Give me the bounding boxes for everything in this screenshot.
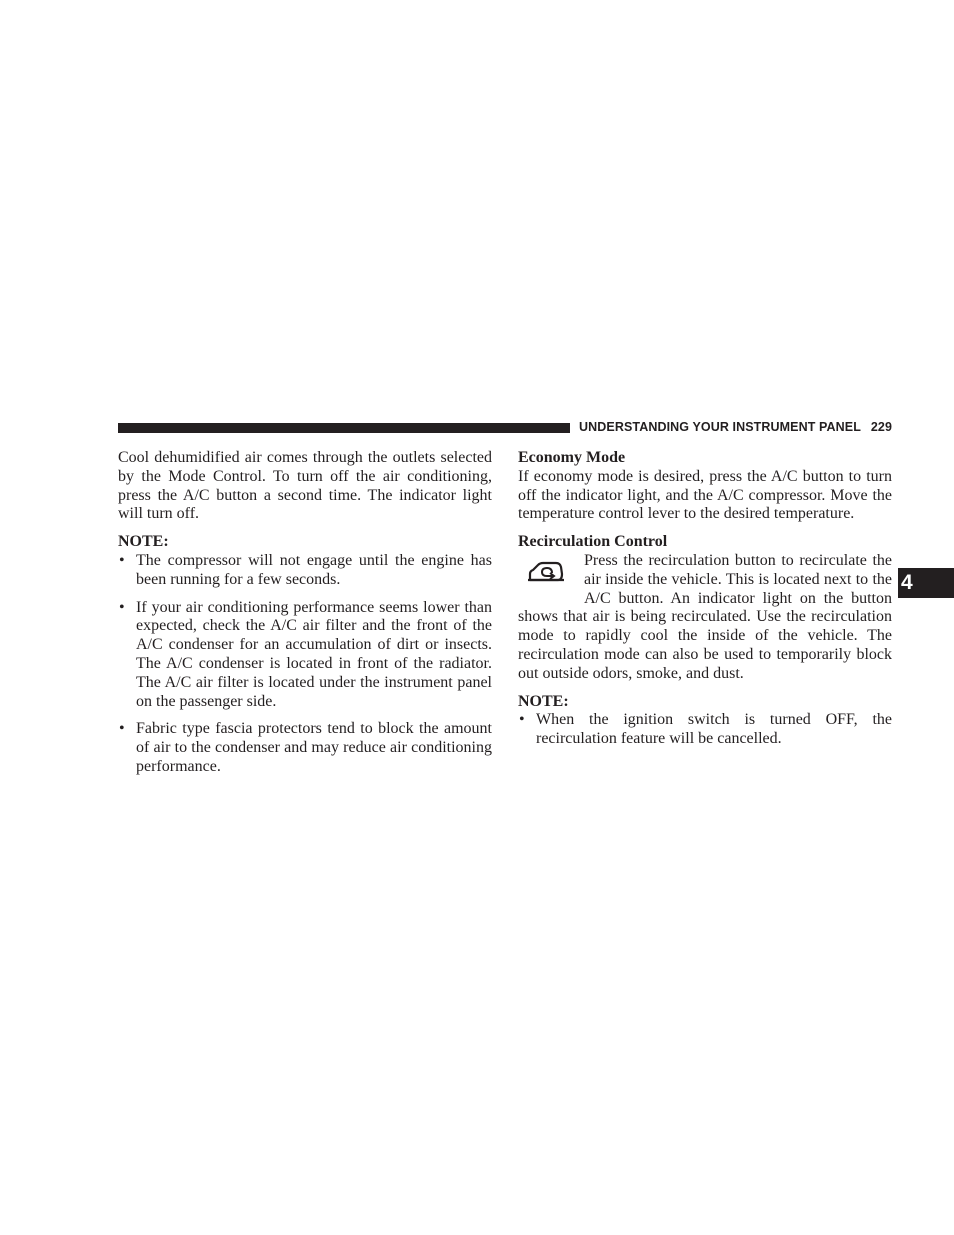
intro-paragraph: Cool dehumidified air comes through the outlets selected by the Mode Control. To turn off the air conditioning, press the A/C button a second time. The indicator light will turn off.	[118, 449, 492, 523]
economy-mode-paragraph: If economy mode is desired, press the A/C button to turn off the indicator light, and the A/C compressor. Move the temperature control lever to the desired temperature.	[518, 467, 892, 523]
note-label: NOTE:	[118, 533, 169, 551]
note-list	[118, 552, 492, 777]
chapter-tab: 4	[898, 568, 954, 598]
note-list	[518, 711, 892, 749]
list-item	[118, 720, 492, 776]
recirculation-icon	[518, 561, 576, 607]
note-label: NOTE:	[518, 692, 569, 710]
header-title: UNDERSTANDING YOUR INSTRUMENT PANEL	[579, 420, 861, 434]
economy-mode-heading: Economy Mode	[518, 449, 626, 466]
bullet-icon: •	[119, 720, 125, 738]
right-column	[518, 449, 892, 758]
list-item	[118, 599, 492, 712]
bullet-icon: •	[119, 598, 125, 616]
list-item	[118, 552, 492, 590]
header-rule	[118, 423, 570, 433]
list-item-text: The compressor will not engage until the engine has been running for a few seconds.	[136, 551, 492, 588]
recirculation-paragraph: Press the recirculation button to recirculate the air inside the vehicle. This is located next to the A/C button. An indicator light on the button shows that air is being recirculated. Use the recirculation mode to rapidly cool the inside of the vehicle. The recirculation mode can also be used to temporarily block out outside odors, smoke, and dust.	[518, 551, 892, 682]
list-item-text: When the ignition switch is turned OFF, the recirculation feature will be cancelled.	[536, 711, 892, 748]
page-number: 229	[870, 420, 892, 434]
list-item-text: If your air conditioning performance seems lower than expected, check the A/C air filter and the front of the A/C condenser for an accumulation of dirt or insects. The A/C condenser is located in front of the radiator. The A/C air filter is located under the instrument panel on the passenger side.	[136, 598, 492, 710]
left-column	[118, 449, 492, 786]
list-item-text: Fabric type fascia protectors tend to block the amount of air to the condenser and may reduce air conditioning performance.	[136, 720, 492, 775]
list-item	[518, 711, 892, 749]
running-header	[579, 420, 892, 434]
recirculation-heading: Recirculation Control	[518, 533, 668, 551]
bullet-icon: •	[519, 711, 525, 729]
bullet-icon: •	[119, 551, 125, 569]
